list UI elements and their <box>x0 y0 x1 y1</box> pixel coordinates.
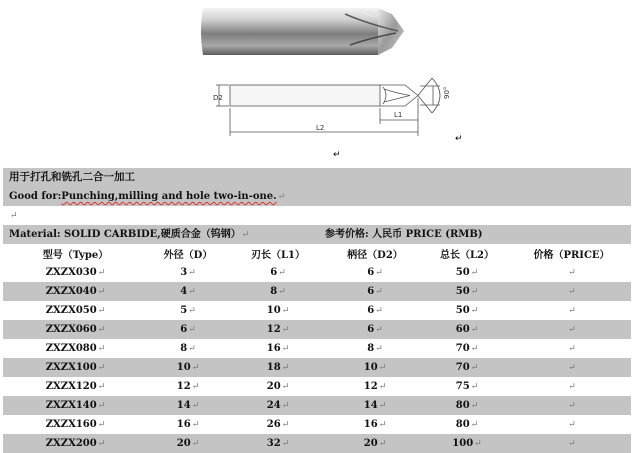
cell-l1 <box>228 434 328 453</box>
return-mark: ↵ <box>97 420 106 430</box>
table-row <box>3 377 631 396</box>
cell-value: 70 <box>455 362 470 373</box>
table-row <box>3 320 631 339</box>
cell-l2 <box>422 396 512 415</box>
cell-d2 <box>328 339 422 358</box>
product-figure <box>0 0 633 165</box>
cell-l1 <box>228 339 328 358</box>
return-mark: ↵ <box>470 287 479 297</box>
return-mark: ↵ <box>281 439 290 449</box>
cell-value: 8 <box>180 343 188 354</box>
return-mark: ↵ <box>568 268 576 278</box>
return-mark: ↵ <box>378 363 387 373</box>
cell-type <box>3 358 148 377</box>
cell-d <box>148 339 228 358</box>
return-mark: ↵ <box>375 325 383 335</box>
table-row <box>3 339 631 358</box>
cell-d2 <box>328 301 422 320</box>
return-mark: ↵ <box>281 306 290 316</box>
cell-value: 50 <box>455 267 470 278</box>
cell-l2 <box>422 301 512 320</box>
cell-value: 10 <box>363 362 378 373</box>
return-mark: ↵ <box>97 363 106 373</box>
blank-row <box>3 206 631 225</box>
return-mark: ↵ <box>470 382 479 392</box>
table-header-row <box>3 244 631 263</box>
cell-value: 14 <box>176 400 191 411</box>
cell-l1 <box>228 320 328 339</box>
return-mark: ↵ <box>191 363 200 373</box>
cell-d <box>148 434 228 453</box>
table-row <box>3 301 631 320</box>
cell-price <box>512 396 631 415</box>
cell-d2 <box>328 377 422 396</box>
cell-l2 <box>422 339 512 358</box>
return-mark: ↵ <box>281 363 290 373</box>
return-mark: ↵ <box>568 344 576 354</box>
cell-value: 12 <box>266 324 281 335</box>
return-mark: ↵ <box>188 344 196 354</box>
return-mark: ↵ <box>568 287 576 297</box>
return-mark: ↵ <box>278 287 286 297</box>
return-mark: ↵ <box>281 401 290 411</box>
return-mark: ↵ <box>281 325 290 335</box>
cell-price <box>512 320 631 339</box>
return-mark: ↵ <box>455 134 463 144</box>
cell-price <box>512 263 631 282</box>
return-mark: ↵ <box>188 268 196 278</box>
cell-value: 16 <box>176 419 191 430</box>
cell-value: 8 <box>367 343 375 354</box>
cell-d2 <box>328 282 422 301</box>
cell-d2 <box>328 396 422 415</box>
return-mark: ↵ <box>191 401 200 411</box>
col-l2-header: 总长（L2） <box>422 244 512 263</box>
cell-l1 <box>228 396 328 415</box>
return-mark: ↵ <box>97 325 106 335</box>
cell-value: 20 <box>176 438 191 449</box>
cell-value: 80 <box>455 419 470 430</box>
table-row <box>3 282 631 301</box>
return-mark: ↵ <box>470 363 479 373</box>
return-mark: ↵ <box>97 287 106 297</box>
cell-value: 14 <box>363 400 378 411</box>
good-for-row <box>3 187 631 206</box>
cell-value: 6 <box>180 324 188 335</box>
cell-d <box>148 377 228 396</box>
return-mark: ↵ <box>470 325 479 335</box>
table-row <box>3 396 631 415</box>
return-mark: ↵ <box>277 192 286 202</box>
return-mark: ↵ <box>378 401 387 411</box>
cell-l1 <box>228 415 328 434</box>
label-l2: L2 <box>316 124 325 132</box>
return-mark: ↵ <box>474 439 482 449</box>
col-price-header: 价格（PRICE） <box>512 244 631 263</box>
cell-value: 8 <box>270 286 278 297</box>
cell-value: 80 <box>455 400 470 411</box>
cell-value: 4 <box>180 286 188 297</box>
cell-l1 <box>228 377 328 396</box>
cell-value: 16 <box>266 343 281 354</box>
return-mark: ↵ <box>375 344 383 354</box>
cell-l2 <box>422 415 512 434</box>
return-mark: ↵ <box>278 268 286 278</box>
cell-d2 <box>328 415 422 434</box>
material-text: Material: SOLID CARBIDE,硬质合金（钨钢） <box>9 229 241 240</box>
cell-value: 20 <box>363 438 378 449</box>
cell-type <box>3 434 148 453</box>
cell-value: 3 <box>180 267 188 278</box>
cell-price <box>512 415 631 434</box>
return-mark: ↵ <box>97 401 106 411</box>
cell-l2 <box>422 263 512 282</box>
return-mark: ↵ <box>97 306 106 316</box>
return-mark: ↵ <box>568 306 576 316</box>
drill-photo-and-drawing <box>0 0 633 165</box>
return-mark: ↵ <box>378 420 387 430</box>
cell-value: 6 <box>367 286 375 297</box>
return-mark: ↵ <box>568 420 576 430</box>
return-mark: ↵ <box>97 344 106 354</box>
label-l1: L1 <box>394 111 403 119</box>
cell-d2 <box>328 263 422 282</box>
cell-type <box>3 263 148 282</box>
col-d2-header: 柄径（D2） <box>328 244 422 263</box>
cell-value: 50 <box>455 305 470 316</box>
cell-price <box>512 339 631 358</box>
cell-d <box>148 301 228 320</box>
cell-value: 5 <box>180 305 188 316</box>
table-row <box>3 434 631 453</box>
cell-price <box>512 434 631 453</box>
cell-type <box>3 339 148 358</box>
cell-value: 10 <box>176 362 191 373</box>
cell-price <box>512 377 631 396</box>
good-for-prefix: Good for: <box>9 191 62 202</box>
cell-value: 6 <box>367 324 375 335</box>
cell-price <box>512 358 631 377</box>
return-mark: ↵ <box>568 363 576 373</box>
cell-value: ZXZX030 <box>45 267 97 278</box>
return-mark: ↵ <box>188 287 196 297</box>
cell-value: 6 <box>367 305 375 316</box>
cell-value: 50 <box>455 286 470 297</box>
table-row <box>3 358 631 377</box>
return-mark: ↵ <box>568 439 576 449</box>
label-d2: D2 <box>213 94 223 102</box>
cell-l2 <box>422 358 512 377</box>
cell-value: ZXZX040 <box>45 286 97 297</box>
cell-d2 <box>328 320 422 339</box>
cell-value: ZXZX140 <box>45 400 97 411</box>
cell-l2 <box>422 434 512 453</box>
title-cn: 用于打孔和铣孔二合一加工 <box>9 171 135 183</box>
return-mark: ↵ <box>375 306 383 316</box>
return-mark: ↵ <box>470 420 479 430</box>
cell-value: 12 <box>363 381 378 392</box>
cell-value: 32 <box>266 438 281 449</box>
return-mark: ↵ <box>375 287 383 297</box>
cell-l1 <box>228 301 328 320</box>
cell-value: 24 <box>266 400 281 411</box>
material-row <box>3 225 631 244</box>
cell-value: 20 <box>266 381 281 392</box>
return-mark: ↵ <box>333 150 341 160</box>
cell-value: 26 <box>266 419 281 430</box>
return-mark: ↵ <box>97 268 106 278</box>
col-l1-header: 刃长（L1） <box>228 244 328 263</box>
cell-l1 <box>228 282 328 301</box>
table-row <box>3 415 631 434</box>
return-mark: ↵ <box>568 382 576 392</box>
label-angle: 90° <box>443 86 451 99</box>
cell-value: 60 <box>455 324 470 335</box>
cell-d <box>148 415 228 434</box>
cell-d <box>148 358 228 377</box>
cell-type <box>3 320 148 339</box>
col-d-header: 外径（D） <box>148 244 228 263</box>
return-mark: ↵ <box>375 268 383 278</box>
price-reference: 参考价格: 人民币 PRICE (RMB) <box>325 229 483 240</box>
cell-value: ZXZX060 <box>45 324 97 335</box>
return-mark: ↵ <box>191 382 200 392</box>
drill-photo <box>201 8 404 55</box>
cell-type <box>3 396 148 415</box>
return-mark: ↵ <box>378 439 387 449</box>
cell-d2 <box>328 434 422 453</box>
return-mark: ↵ <box>10 211 18 221</box>
cell-value: 18 <box>266 362 281 373</box>
technical-drawing <box>216 78 440 136</box>
return-mark: ↵ <box>470 344 479 354</box>
cell-d <box>148 263 228 282</box>
spec-table-body <box>3 263 631 453</box>
return-mark: ↵ <box>378 382 387 392</box>
cell-value: ZXZX120 <box>45 381 97 392</box>
return-mark: ↵ <box>281 382 290 392</box>
return-mark: ↵ <box>241 230 250 240</box>
cell-value: ZXZX100 <box>45 362 97 373</box>
cell-d <box>148 396 228 415</box>
cell-type <box>3 377 148 396</box>
cell-value: ZXZX160 <box>45 419 97 430</box>
return-mark: ↵ <box>281 344 290 354</box>
table-row <box>3 263 631 282</box>
cell-type <box>3 282 148 301</box>
return-mark: ↵ <box>188 325 196 335</box>
col-type-header: 型号（Type） <box>3 244 148 263</box>
return-mark: ↵ <box>97 439 106 449</box>
return-mark: ↵ <box>568 401 576 411</box>
cell-d <box>148 282 228 301</box>
cell-d <box>148 320 228 339</box>
cell-value: 100 <box>452 438 474 449</box>
cell-price <box>512 282 631 301</box>
cell-value: 6 <box>367 267 375 278</box>
cell-type <box>3 301 148 320</box>
cell-value: 75 <box>455 381 470 392</box>
return-mark: ↵ <box>191 439 200 449</box>
cell-l2 <box>422 377 512 396</box>
return-mark: ↵ <box>188 306 196 316</box>
cell-value: ZXZX080 <box>45 343 97 354</box>
cell-value: 10 <box>266 305 281 316</box>
cell-value: 6 <box>270 267 278 278</box>
return-mark: ↵ <box>470 306 479 316</box>
cell-value: 70 <box>455 343 470 354</box>
cell-l1 <box>228 358 328 377</box>
cell-l2 <box>422 320 512 339</box>
good-for-text: Punching,milling and hole two-in-one. <box>61 191 277 202</box>
spec-table <box>3 244 631 453</box>
return-mark: ↵ <box>97 382 106 392</box>
cell-value: ZXZX050 <box>45 305 97 316</box>
cell-price <box>512 301 631 320</box>
return-mark: ↵ <box>470 268 479 278</box>
cell-d2 <box>328 358 422 377</box>
return-mark: ↵ <box>281 420 290 430</box>
title-row <box>3 168 631 187</box>
cell-value: ZXZX200 <box>45 438 97 449</box>
cell-value: 12 <box>176 381 191 392</box>
return-mark: ↵ <box>191 420 200 430</box>
cell-value: 16 <box>363 419 378 430</box>
cell-l2 <box>422 282 512 301</box>
return-mark: ↵ <box>470 401 479 411</box>
return-mark: ↵ <box>568 325 576 335</box>
cell-l1 <box>228 263 328 282</box>
cell-type <box>3 415 148 434</box>
